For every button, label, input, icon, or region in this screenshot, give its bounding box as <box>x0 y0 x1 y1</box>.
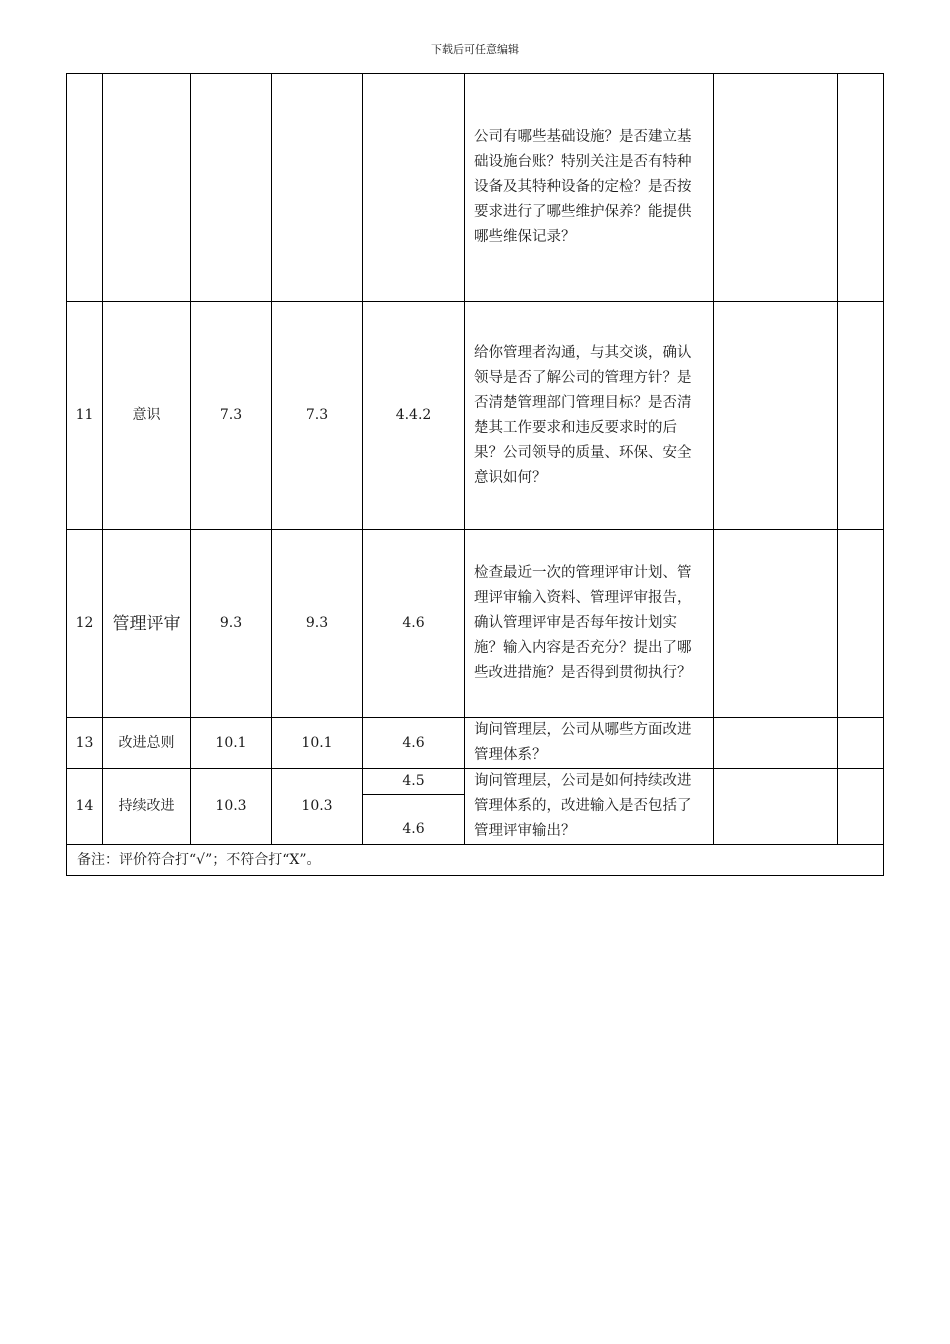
table-row <box>67 718 884 769</box>
row-number: 12 <box>67 530 103 718</box>
row-result-cell <box>838 718 884 769</box>
row-result-cell <box>838 74 884 302</box>
clause-3-bottom: 4.6 <box>402 821 425 837</box>
page-header: 下载后可任意编辑 <box>431 43 519 56</box>
row-result-cell <box>838 302 884 530</box>
note-row <box>67 845 884 876</box>
row-record-cell <box>714 302 838 530</box>
row-clause-3: 4.6 <box>363 530 465 718</box>
row-item: 管理评审 <box>103 530 191 718</box>
clause-3-top: 4.5 <box>363 769 464 795</box>
row-clause-1: 7.3 <box>191 302 272 530</box>
row-record-cell <box>714 718 838 769</box>
row-clause-3 <box>363 74 465 302</box>
row-item: 意识 <box>103 302 191 530</box>
table-row <box>67 769 884 845</box>
row-item: 改进总则 <box>103 718 191 769</box>
row-question: 给你管理者沟通，与其交谈，确认领导是否了解公司的管理方针？是否清楚管理部门管理目标？是否清楚其工作要求和违反要求时的后果？公司领导的质量、环保、安全意识如何？ <box>465 302 714 530</box>
row-clause-1: 9.3 <box>191 530 272 718</box>
row-clause-1: 10.3 <box>191 769 272 845</box>
row-number: 13 <box>67 718 103 769</box>
row-clause-2: 10.3 <box>272 769 363 845</box>
row-result-cell <box>838 530 884 718</box>
row-number <box>67 74 103 302</box>
row-question: 询问管理层，公司是如何持续改进管理体系的，改进输入是否包括了管理评审输出？ <box>465 769 714 845</box>
row-clause-1: 10.1 <box>191 718 272 769</box>
row-item <box>103 74 191 302</box>
row-clause-2 <box>272 74 363 302</box>
row-record-cell <box>714 769 838 845</box>
row-question: 公司有哪些基础设施？是否建立基础设施台账？特别关注是否有特种设备及其特种设备的定检？是否按要求进行了哪些维护保养？能提供哪些维保记录？ <box>465 74 714 302</box>
row-question: 检查最近一次的管理评审计划、管理评审输入资料、管理评审报告，确认管理评审是否每年按计划实施？输入内容是否充分？提出了哪些改进措施？是否得到贯彻执行？ <box>465 530 714 718</box>
row-clause-2: 9.3 <box>272 530 363 718</box>
row-clause-3: 4.6 <box>363 718 465 769</box>
row-clause-3-split <box>363 769 465 845</box>
row-number: 11 <box>67 302 103 530</box>
row-clause-2: 7.3 <box>272 302 363 530</box>
row-record-cell <box>714 530 838 718</box>
row-clause-1 <box>191 74 272 302</box>
row-clause-3: 4.4.2 <box>363 302 465 530</box>
row-item: 持续改进 <box>103 769 191 845</box>
table-row <box>67 74 884 302</box>
table-row <box>67 302 884 530</box>
audit-checklist-table <box>66 73 884 876</box>
row-clause-2: 10.1 <box>272 718 363 769</box>
row-number: 14 <box>67 769 103 845</box>
row-result-cell <box>838 769 884 845</box>
table-row <box>67 530 884 718</box>
note-text: 备注：评价符合打“√”；不符合打“X”。 <box>67 845 884 876</box>
row-record-cell <box>714 74 838 302</box>
row-question: 询问管理层，公司从哪些方面改进管理体系？ <box>465 718 714 769</box>
